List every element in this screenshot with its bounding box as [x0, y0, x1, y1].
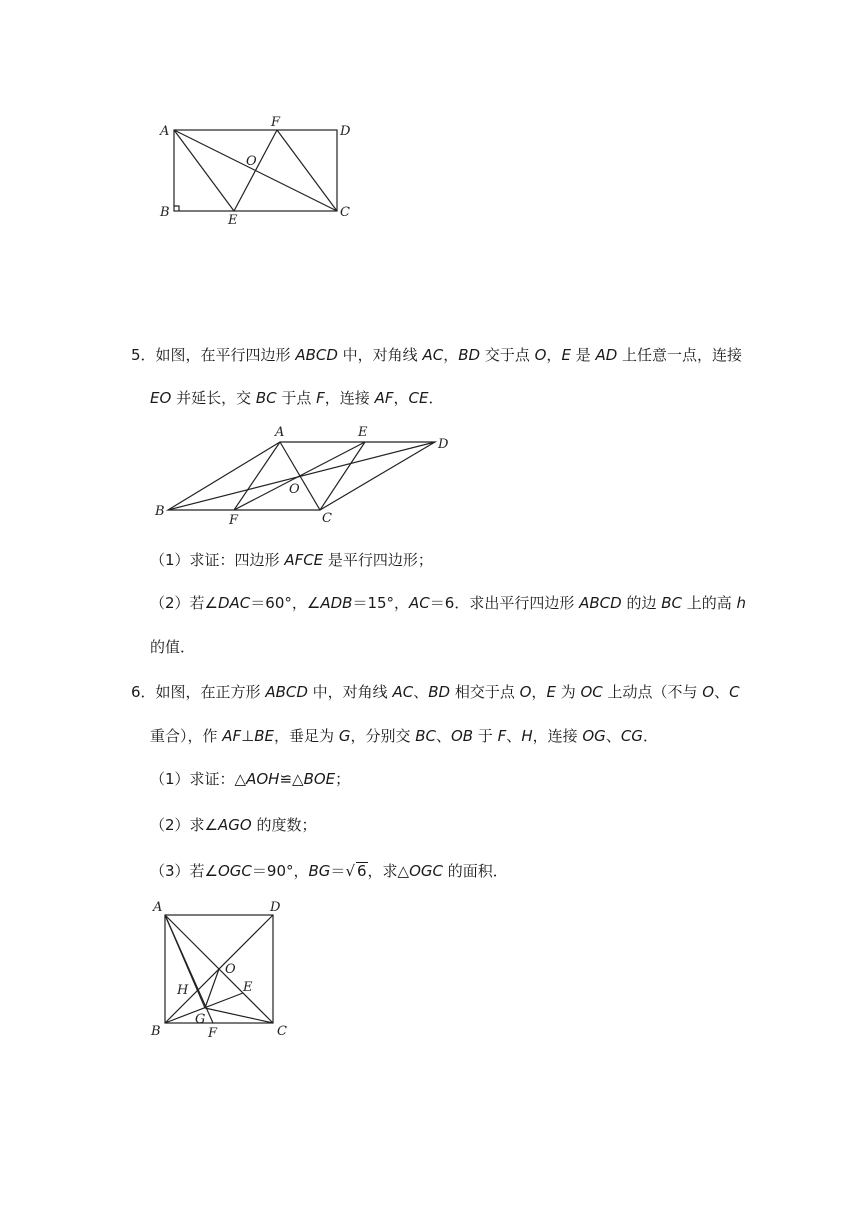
- label-c: C: [322, 511, 332, 526]
- label-f: F: [208, 1026, 218, 1041]
- q6-line2: 重合），作 AF⊥BE，垂足为 G，分别交 BC、OB 于 F、H，连接 OG、CG．: [150, 727, 658, 745]
- label-a: A: [160, 124, 170, 139]
- label-f: F: [271, 115, 281, 130]
- label-o: O: [246, 154, 257, 169]
- q5-part1: （1）求证：四边形 AFCE 是平行四边形；: [150, 551, 433, 569]
- label-o: O: [289, 482, 300, 497]
- figure-rectangle-q4: [150, 110, 370, 230]
- label-b: B: [160, 205, 170, 220]
- sqrt-sign: √: [345, 862, 355, 880]
- q5-number: 5．: [131, 346, 156, 364]
- label-a: A: [153, 900, 163, 915]
- label-b: B: [151, 1024, 161, 1039]
- label-c: C: [340, 205, 350, 220]
- label-d: D: [438, 437, 449, 452]
- sqrt-radicand: 6: [357, 862, 367, 880]
- q5-line1: 5．如图，在平行四边形 ABCD 中，对角线 AC，BD 交于点 O，E 是 AD 上任意一点，连接: [131, 346, 743, 364]
- label-c: C: [277, 1024, 287, 1039]
- q6-part2: （2）求∠AGO 的度数；: [150, 816, 317, 834]
- label-g: G: [195, 1012, 206, 1027]
- label-b: B: [155, 504, 165, 519]
- label-d: D: [270, 900, 281, 915]
- q6-line1: 6．如图，在正方形 ABCD 中，对角线 AC、BD 相交于点 O，E 为 OC 上动点（不与 O、C: [131, 683, 740, 701]
- q5-line2: EO 并延长，交 BC 于点 F，连接 AF，CE．: [150, 389, 444, 407]
- label-a: A: [275, 425, 285, 440]
- label-f: F: [229, 513, 239, 528]
- figure-parallelogram-q5: [150, 420, 460, 530]
- figure-square-q6: [145, 895, 305, 1045]
- q6-number: 6．: [131, 683, 156, 701]
- q6-part1: （1）求证：△AOH≌△BOE；: [150, 770, 351, 788]
- q5-part2-cont: 的值．: [150, 638, 196, 656]
- label-o: O: [225, 962, 236, 977]
- label-d: D: [340, 124, 351, 139]
- label-h: H: [177, 983, 189, 998]
- q5-part2: （2）若∠DAC＝60°，∠ADB＝15°，AC＝6．求出平行四边形 ABCD 的边 BC 上的高 h: [150, 594, 747, 612]
- label-e: E: [243, 980, 253, 995]
- q6-part3: （3）若∠OGC＝90°，BG＝√ 6，求△OGC 的面积．: [150, 862, 508, 880]
- label-e: E: [228, 213, 238, 228]
- label-e: E: [358, 425, 368, 440]
